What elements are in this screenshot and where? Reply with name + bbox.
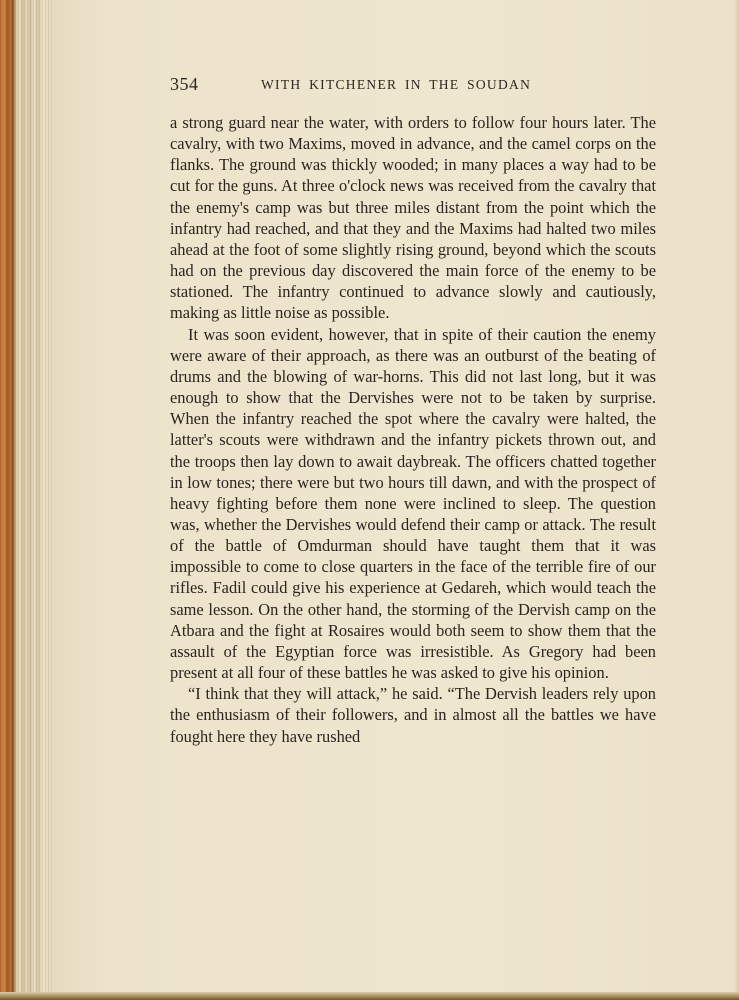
page-number: 354 xyxy=(170,74,199,94)
page-right-edge xyxy=(733,0,739,1000)
running-title: WITH KITCHENER IN THE SOUDAN xyxy=(261,77,532,92)
paragraph-1: a strong guard near the water, with orders to follow four hours later. The cavalry, with two Maxims, moved in advance, and the camel corps on the flanks. The ground was thickly wooded; in many places a way had to be cut for the guns. At three o'clock news was received from the cavalry that the enemy's camp was but three miles distant from the point which the infantry had reached, and that they and the Maxims had halted two miles ahead at the foot of some slightly rising ground, beyond which the scouts had on the previous day discovered the main force of the enemy to be stationed. The infantry continued to advance slowly and cautiously, making as little noise as possible. xyxy=(170,113,656,323)
paragraph-3: “I think that they will attack,” he said. “The Dervish leaders rely upon the enthusiasm of their followers, and in almost all the battles we have fought here they have rushed xyxy=(170,684,656,746)
book-spine-edge xyxy=(0,0,52,1000)
page-bottom-edge xyxy=(0,992,739,1000)
page-header xyxy=(170,74,656,102)
body-text xyxy=(170,112,656,747)
paragraph-2: It was soon evident, however, that in spite of their caution the enemy were aware of their approach, as there was an outburst of the beating of drums and the blowing of war-horns. This did not last long, but it was enough to show that the Dervishes were not to be taken by surprise. When the infantry reached the spot where the cavalry were halted, the latter's scouts were withdrawn and the infantry pickets thrown out, and the troops then lay down to await daybreak. The officers chatted together in low tones; there were but two hours till dawn, and with the prospect of heavy fighting before them none were inclined to sleep. The question was, whether the Dervishes would defend their camp or attack. The result of the battle of Omdurman should have taught them that it was impossible to come to close quarters in the face of the terrible fire of our rifles. Fadil could give his experience at Gedareh, which would teach the same lesson. On the other hand, the storming of the Dervish camp on the Atbara and the fight at Rosaires would both seem to show them that the assault of the Egyptian force was irresistible. As Gregory had been present at all four of these battles he was asked to give his opinion. xyxy=(170,324,656,683)
